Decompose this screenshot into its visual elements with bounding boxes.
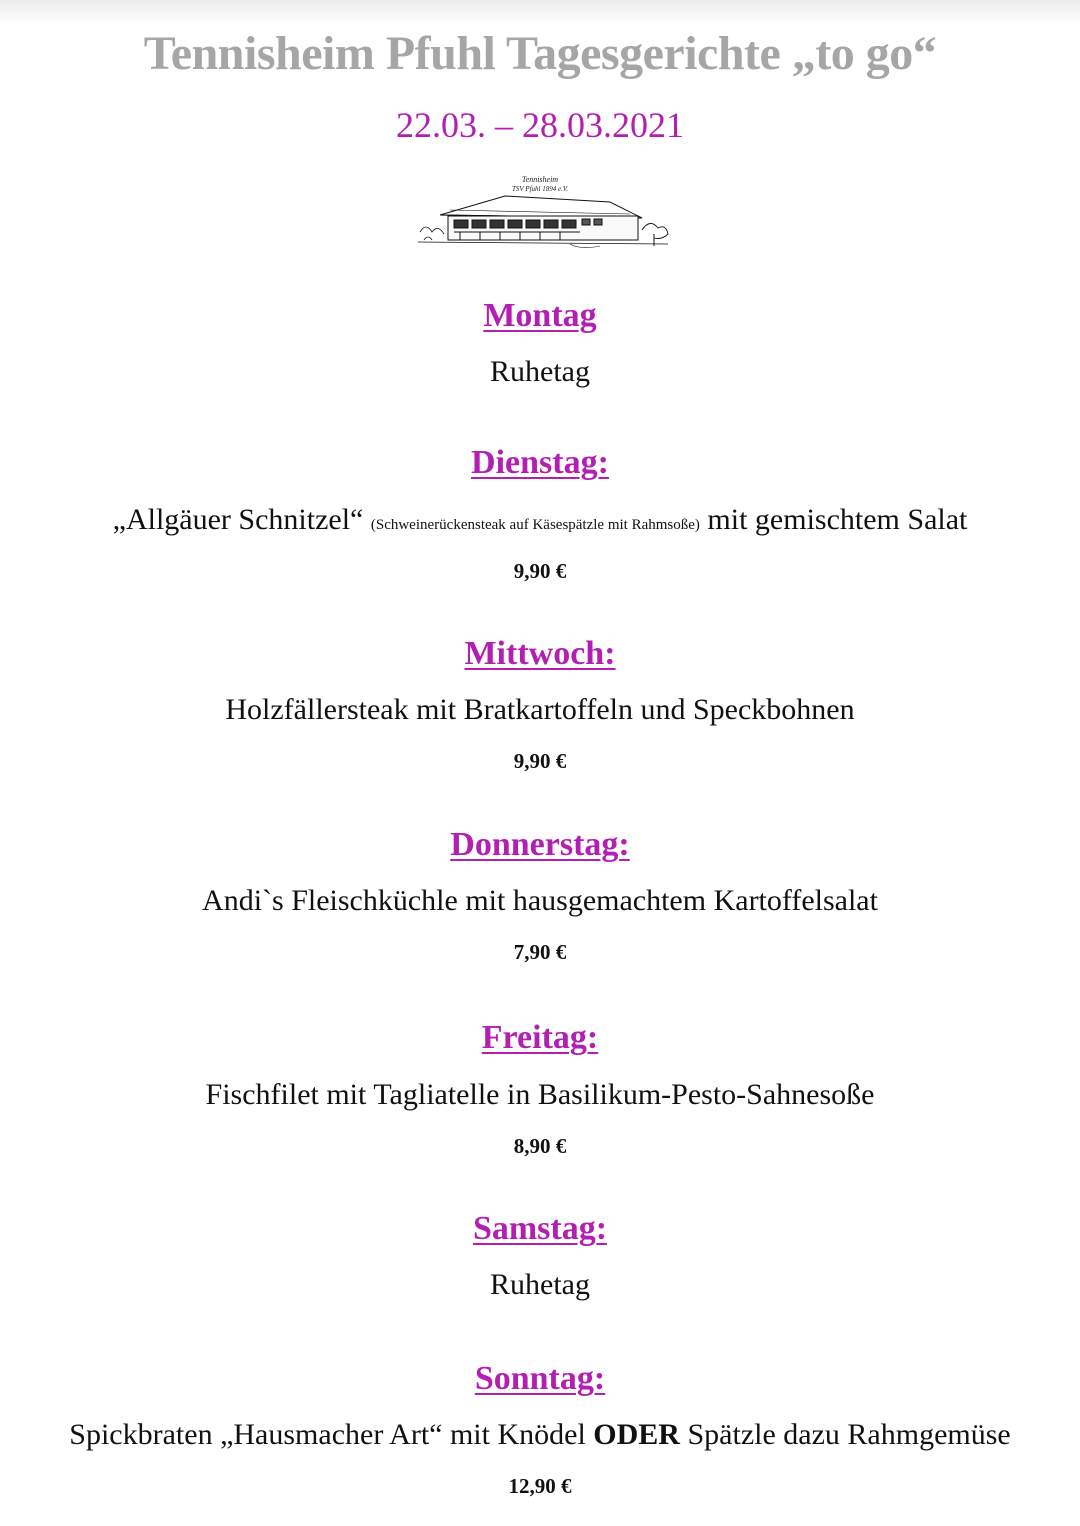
dish-sonntag-or: ODER bbox=[593, 1418, 680, 1451]
date-range: 22.03. – 28.03.2021 bbox=[396, 105, 684, 145]
dish-samstag: Ruhetag bbox=[490, 1268, 590, 1301]
dish-dienstag-note: (Schweinerückensteak auf Käsespätzle mit Rahmsoße) bbox=[370, 517, 700, 533]
logo-caption-1: Tennisheim bbox=[521, 175, 559, 184]
day-heading-mittwoch: Mittwoch: bbox=[464, 635, 616, 672]
logo-caption-2: TSV Pfuhl 1894 e.V. bbox=[512, 185, 568, 193]
page-title: Tennisheim Pfuhl Tagesgerichte „to go“ bbox=[143, 27, 937, 80]
dish-sonntag bbox=[0, 1418, 1080, 1452]
price-dienstag: 9,90 € bbox=[513, 559, 567, 583]
price-mittwoch: 9,90 € bbox=[513, 749, 567, 773]
dish-donnerstag: Andi`s Fleischküchle mit hausgemachtem Kartoffelsalat bbox=[202, 884, 878, 917]
day-heading-dienstag: Dienstag: bbox=[471, 444, 609, 481]
dish-mittwoch: Holzfällersteak mit Bratkartoffeln und Speckbohnen bbox=[225, 693, 855, 726]
day-heading-montag: Montag bbox=[483, 297, 597, 334]
dish-freitag: Fischfilet mit Tagliatelle in Basilikum-Pesto-Sahnesoße bbox=[205, 1078, 875, 1111]
dish-dienstag bbox=[0, 503, 1080, 537]
price-sonntag: 12,90 € bbox=[508, 1474, 572, 1498]
dish-montag: Ruhetag bbox=[490, 355, 590, 388]
dish-dienstag-name: „Allgäuer Schnitzel“ bbox=[112, 503, 364, 536]
top-shadow-bar bbox=[0, 0, 1080, 24]
day-heading-donnerstag: Donnerstag: bbox=[450, 826, 630, 863]
day-heading-freitag: Freitag: bbox=[481, 1019, 599, 1056]
day-heading-samstag: Samstag: bbox=[472, 1210, 608, 1247]
day-heading-sonntag: Sonntag: bbox=[474, 1360, 606, 1397]
dish-sonntag-side: Spätzle dazu Rahmgemüse bbox=[687, 1418, 1011, 1451]
clubhouse-drawing bbox=[418, 196, 668, 248]
price-freitag: 8,90 € bbox=[513, 1134, 567, 1158]
price-donnerstag: 7,90 € bbox=[513, 940, 567, 964]
dish-sonntag-main: Spickbraten „Hausmacher Art“ mit Knödel bbox=[69, 1418, 586, 1451]
tennisheim-logo bbox=[410, 170, 676, 260]
dish-dienstag-side: mit gemischtem Salat bbox=[707, 503, 968, 536]
